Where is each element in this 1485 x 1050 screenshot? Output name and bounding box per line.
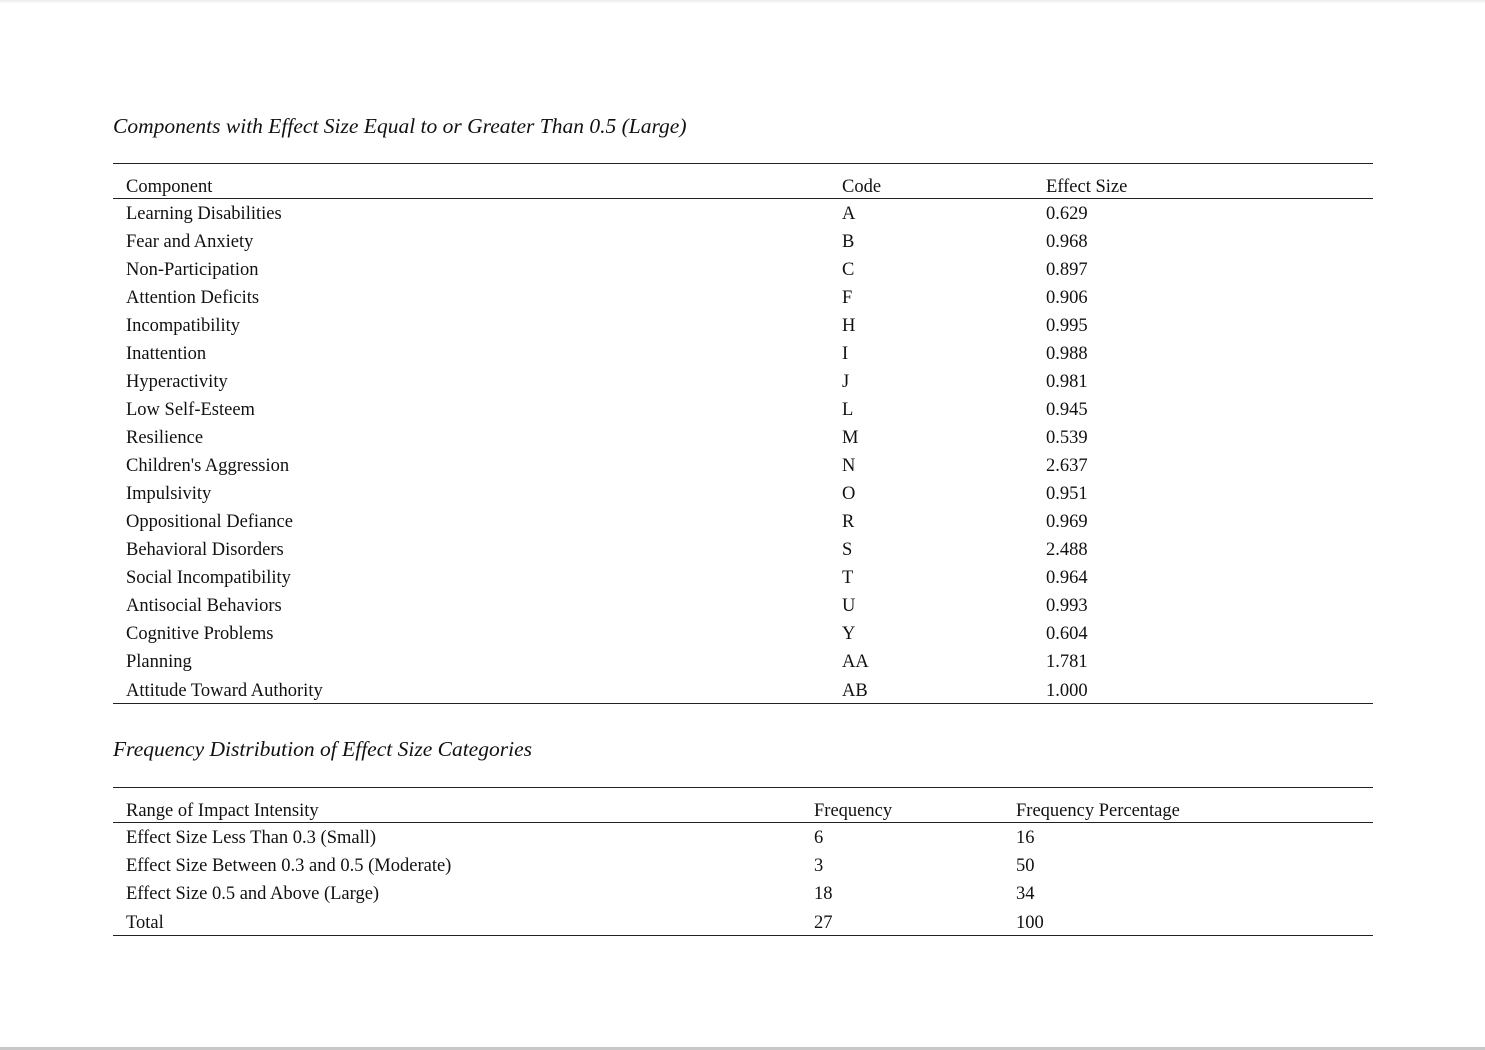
component-cell: Low Self-Esteem (126, 400, 255, 420)
percentage-cell: 100 (1016, 908, 1373, 936)
code-cell: N (842, 456, 856, 476)
table-row (113, 256, 1373, 284)
code-cell: L (842, 400, 854, 420)
table-row (113, 592, 1373, 620)
header-component: Component (113, 164, 842, 199)
component-cell: Antisocial Behaviors (126, 596, 282, 616)
code-cell: F (842, 288, 853, 308)
effect-size-cell: 0.981 (1046, 372, 1088, 392)
effect-size-cell: 1.781 (1046, 652, 1088, 672)
code-cell: T (842, 568, 854, 588)
component-cell: Attention Deficits (126, 288, 260, 308)
frequency-cell: 27 (814, 908, 1016, 936)
effect-size-cell: 0.988 (1046, 344, 1088, 364)
table-row (113, 564, 1373, 592)
table-row (113, 508, 1373, 536)
effect-size-cell: 0.604 (1046, 624, 1088, 644)
range-cell: Total (113, 908, 814, 936)
table-header-row (113, 164, 1373, 199)
table-row (113, 676, 1373, 704)
range-cell: Effect Size Between 0.3 and 0.5 (Moderate) (126, 856, 452, 876)
component-cell: Impulsivity (126, 484, 212, 504)
effect-size-cell: 0.969 (1046, 512, 1088, 532)
table-row (113, 648, 1373, 676)
table-row (113, 228, 1373, 256)
table-row (113, 312, 1373, 340)
frequency-cell: 18 (814, 884, 833, 904)
effect-size-cell: 0.993 (1046, 596, 1088, 616)
table2-caption: Frequency Distribution of Effect Size Categories (113, 737, 532, 761)
component-cell: Learning Disabilities (126, 204, 282, 224)
code-cell: AB (842, 676, 1046, 704)
table-row (113, 368, 1373, 396)
table-row (113, 908, 1373, 936)
effect-size-cell: 1.000 (1046, 676, 1373, 704)
effect-size-cell: 0.945 (1046, 400, 1088, 420)
code-cell: Y (842, 624, 856, 644)
code-cell: U (842, 596, 856, 616)
header-frequency-percentage: Frequency Percentage (1016, 788, 1373, 823)
table-row (113, 424, 1373, 452)
effect-size-cell: 2.637 (1046, 456, 1088, 476)
code-cell: O (842, 484, 856, 504)
effect-size-cell: 0.906 (1046, 288, 1088, 308)
component-cell: Non-Participation (126, 260, 259, 280)
component-cell: Children's Aggression (126, 456, 290, 476)
component-cell: Fear and Anxiety (126, 232, 254, 252)
header-range: Range of Impact Intensity (113, 788, 814, 823)
percentage-cell: 50 (1016, 856, 1035, 876)
component-cell: Cognitive Problems (126, 624, 274, 644)
page-top-shadow (0, 0, 1485, 4)
frequency-distribution-table (113, 787, 1373, 936)
component-cell: Resilience (126, 428, 204, 448)
component-cell: Incompatibility (126, 316, 241, 336)
effect-size-table (113, 163, 1373, 704)
table-row (113, 199, 1373, 229)
percentage-cell: 34 (1016, 884, 1035, 904)
table-row (113, 480, 1373, 508)
effect-size-cell: 0.539 (1046, 428, 1088, 448)
code-cell: H (842, 316, 856, 336)
effect-size-cell: 0.995 (1046, 316, 1088, 336)
code-cell: S (842, 540, 853, 560)
code-cell: A (842, 204, 856, 224)
table-row (113, 340, 1373, 368)
table-row (113, 452, 1373, 480)
table-row (113, 396, 1373, 424)
effect-size-cell: 0.964 (1046, 568, 1088, 588)
code-cell: C (842, 260, 855, 280)
component-cell: Oppositional Defiance (126, 512, 293, 532)
effect-size-cell: 0.951 (1046, 484, 1088, 504)
effect-size-cell: 2.488 (1046, 540, 1088, 560)
percentage-cell: 16 (1016, 828, 1035, 848)
component-cell: Behavioral Disorders (126, 540, 284, 560)
frequency-cell: 6 (814, 828, 824, 848)
frequency-cell: 3 (814, 856, 824, 876)
table-header-row (113, 788, 1373, 823)
table-row (113, 620, 1373, 648)
table-row (113, 852, 1373, 880)
header-frequency: Frequency (814, 788, 1016, 823)
component-cell: Inattention (126, 344, 207, 364)
component-cell: Attitude Toward Authority (113, 676, 842, 704)
table-row (113, 284, 1373, 312)
header-code: Code (842, 164, 1046, 199)
effect-size-cell: 0.897 (1046, 260, 1088, 280)
code-cell: J (842, 372, 850, 392)
code-cell: I (842, 344, 849, 364)
component-cell: Social Incompatibility (126, 568, 291, 588)
code-cell: B (842, 232, 855, 252)
table-row (113, 536, 1373, 564)
effect-size-cell: 0.968 (1046, 232, 1088, 252)
range-cell: Effect Size Less Than 0.3 (Small) (126, 828, 377, 848)
component-cell: Planning (126, 652, 192, 672)
code-cell: M (842, 428, 859, 448)
table-row (113, 880, 1373, 908)
code-cell: AA (842, 652, 869, 672)
table-row (113, 823, 1373, 853)
effect-size-cell: 0.629 (1046, 204, 1088, 224)
code-cell: R (842, 512, 855, 532)
table1-caption: Components with Effect Size Equal to or Greater Than 0.5 (Large) (113, 114, 687, 138)
header-effect-size: Effect Size (1046, 164, 1373, 199)
range-cell: Effect Size 0.5 and Above (Large) (126, 884, 380, 904)
component-cell: Hyperactivity (126, 372, 228, 392)
